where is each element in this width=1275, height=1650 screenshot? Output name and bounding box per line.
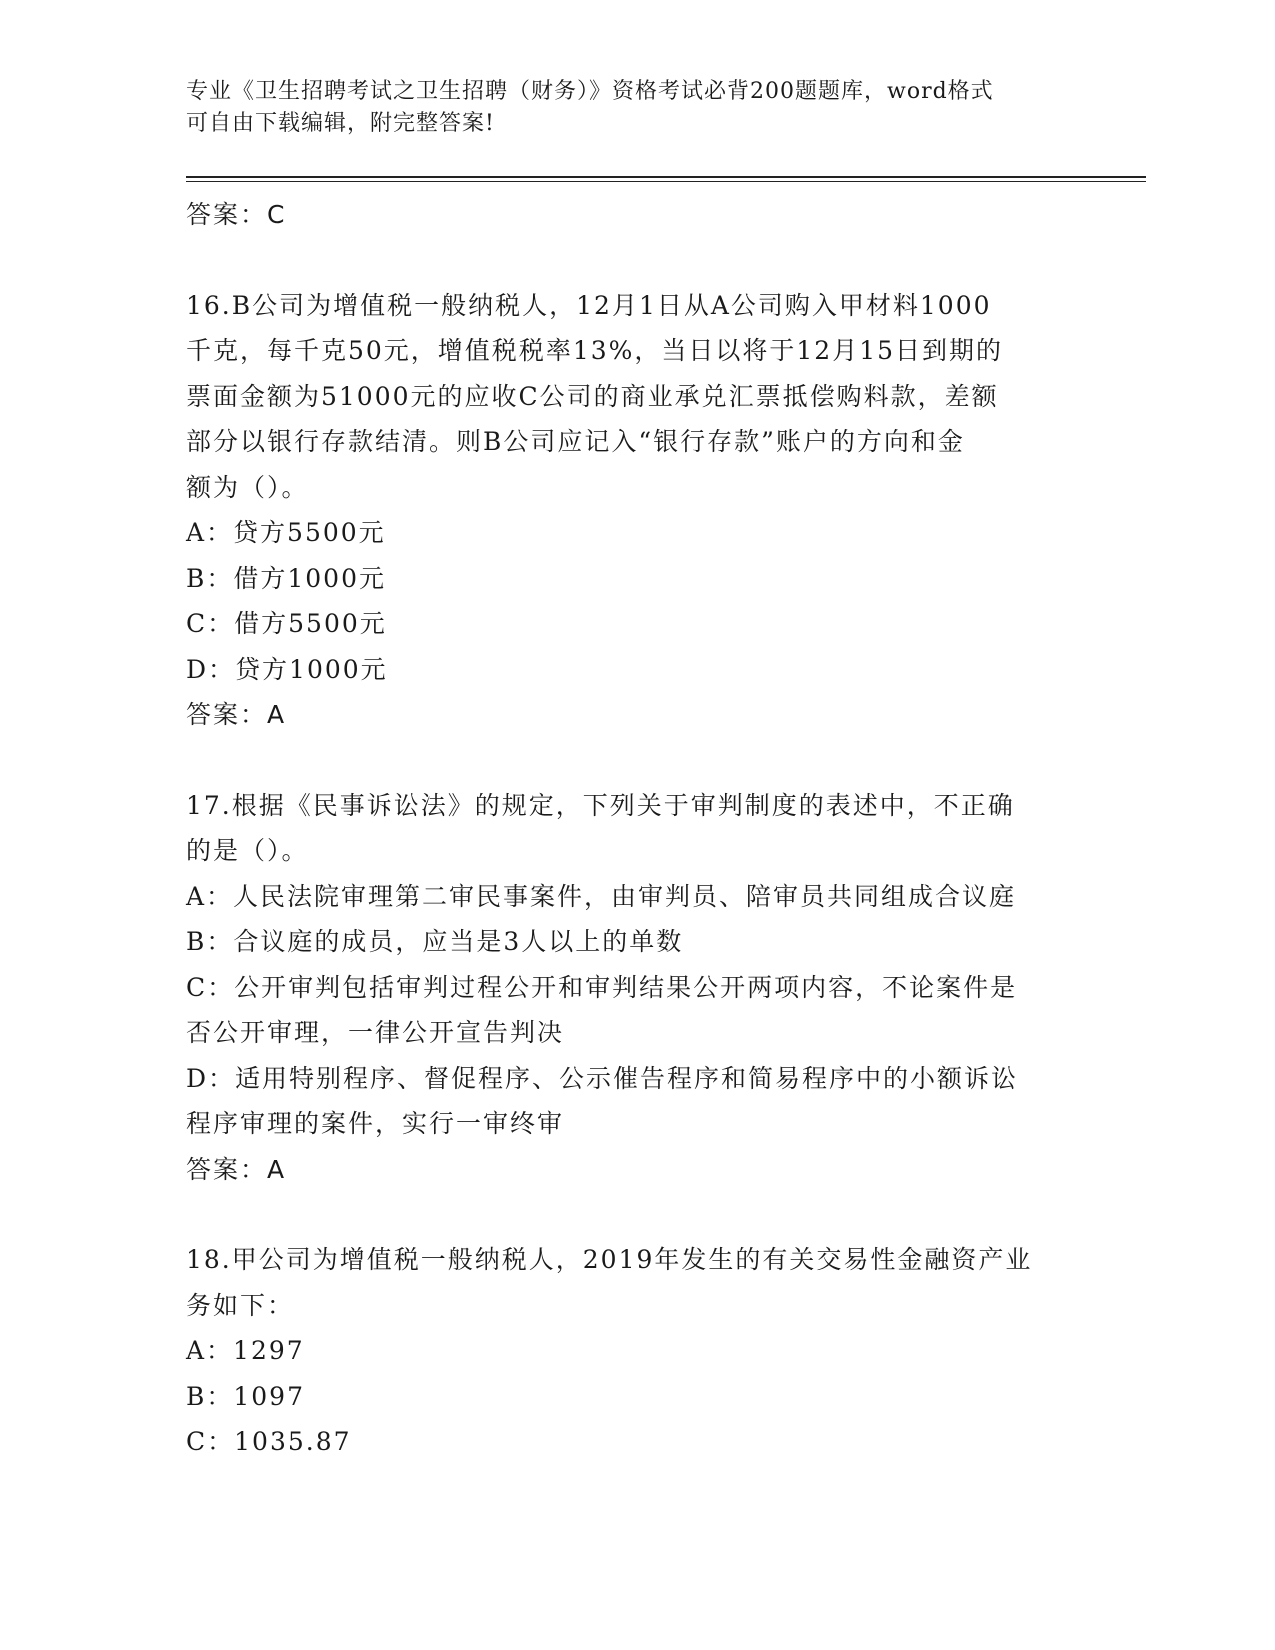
question-block bbox=[186, 783, 1086, 1193]
header-line-2: 可自由下载编辑，附完整答案! bbox=[186, 111, 495, 136]
option-c: C：公开审判包括审判过程公开和审判结果公开两项内容，不论案件是 bbox=[186, 972, 1018, 1002]
document-header bbox=[186, 76, 1066, 140]
question-text-line: 18.甲公司为增值税一般纳税人，2019年发生的有关交易性金融资产业 bbox=[186, 1245, 1033, 1274]
question-text-line: 17.根据《民事诉讼法》的规定，下列关于审判制度的表述中，不正确 bbox=[186, 790, 1015, 820]
option-a: A：1297 bbox=[186, 1336, 305, 1365]
answer-line: 答案：A bbox=[186, 700, 287, 729]
question-block bbox=[186, 1237, 1086, 1465]
answer-line: 答案：A bbox=[186, 1154, 287, 1184]
question-text-line: 票面金额为51000元的应收C公司的商业承兑汇票抵偿购料款，差额 bbox=[186, 381, 999, 411]
spacer bbox=[186, 238, 1086, 283]
option-c: C：1035.87 bbox=[186, 1427, 352, 1456]
previous-answer: 答案：C bbox=[186, 200, 287, 229]
option-d-continued: 程序审理的案件，实行一审终审 bbox=[186, 1109, 565, 1138]
option-b: B：借方1000元 bbox=[186, 563, 386, 593]
option-c-continued: 否公开审理，一律公开宣告判决 bbox=[186, 1018, 565, 1047]
spacer bbox=[186, 738, 1086, 783]
header-line-1: 专业《卫生招聘考试之卫生招聘（财务）》资格考试必背200题题库，word格式 bbox=[186, 79, 994, 104]
question-text-line: 16.B公司为增值税一般纳税人，12月1日从A公司购入甲材料1000 bbox=[186, 290, 992, 320]
option-a: A：人民法院审理第二审民事案件，由审判员、陪审员共同组成合议庭 bbox=[186, 881, 1017, 911]
question-block bbox=[186, 283, 1086, 738]
option-b: B：1097 bbox=[186, 1381, 305, 1411]
spacer bbox=[186, 1192, 1086, 1237]
question-text-line: 的是（）。 bbox=[186, 836, 309, 865]
option-d: D：贷方1000元 bbox=[186, 654, 388, 684]
question-text-line: 部分以银行存款结清。则B公司应记入“银行存款”账户的方向和金 bbox=[186, 427, 965, 456]
option-a: A：贷方5500元 bbox=[186, 518, 386, 547]
option-c: C：借方5500元 bbox=[186, 609, 387, 638]
option-d: D：适用特别程序、督促程序、公示催告程序和简易程序中的小额诉讼 bbox=[186, 1063, 1019, 1093]
question-text-line: 千克，每千克50元，增值税税率13%，当日以将于12月15日到期的 bbox=[186, 336, 1004, 365]
option-b: B：合议庭的成员，应当是3人以上的单数 bbox=[186, 927, 684, 956]
question-list bbox=[186, 192, 1086, 1465]
question-text-line: 务如下： bbox=[186, 1290, 295, 1320]
header-divider bbox=[186, 176, 1146, 182]
question-text-line: 额为（）。 bbox=[186, 472, 309, 502]
